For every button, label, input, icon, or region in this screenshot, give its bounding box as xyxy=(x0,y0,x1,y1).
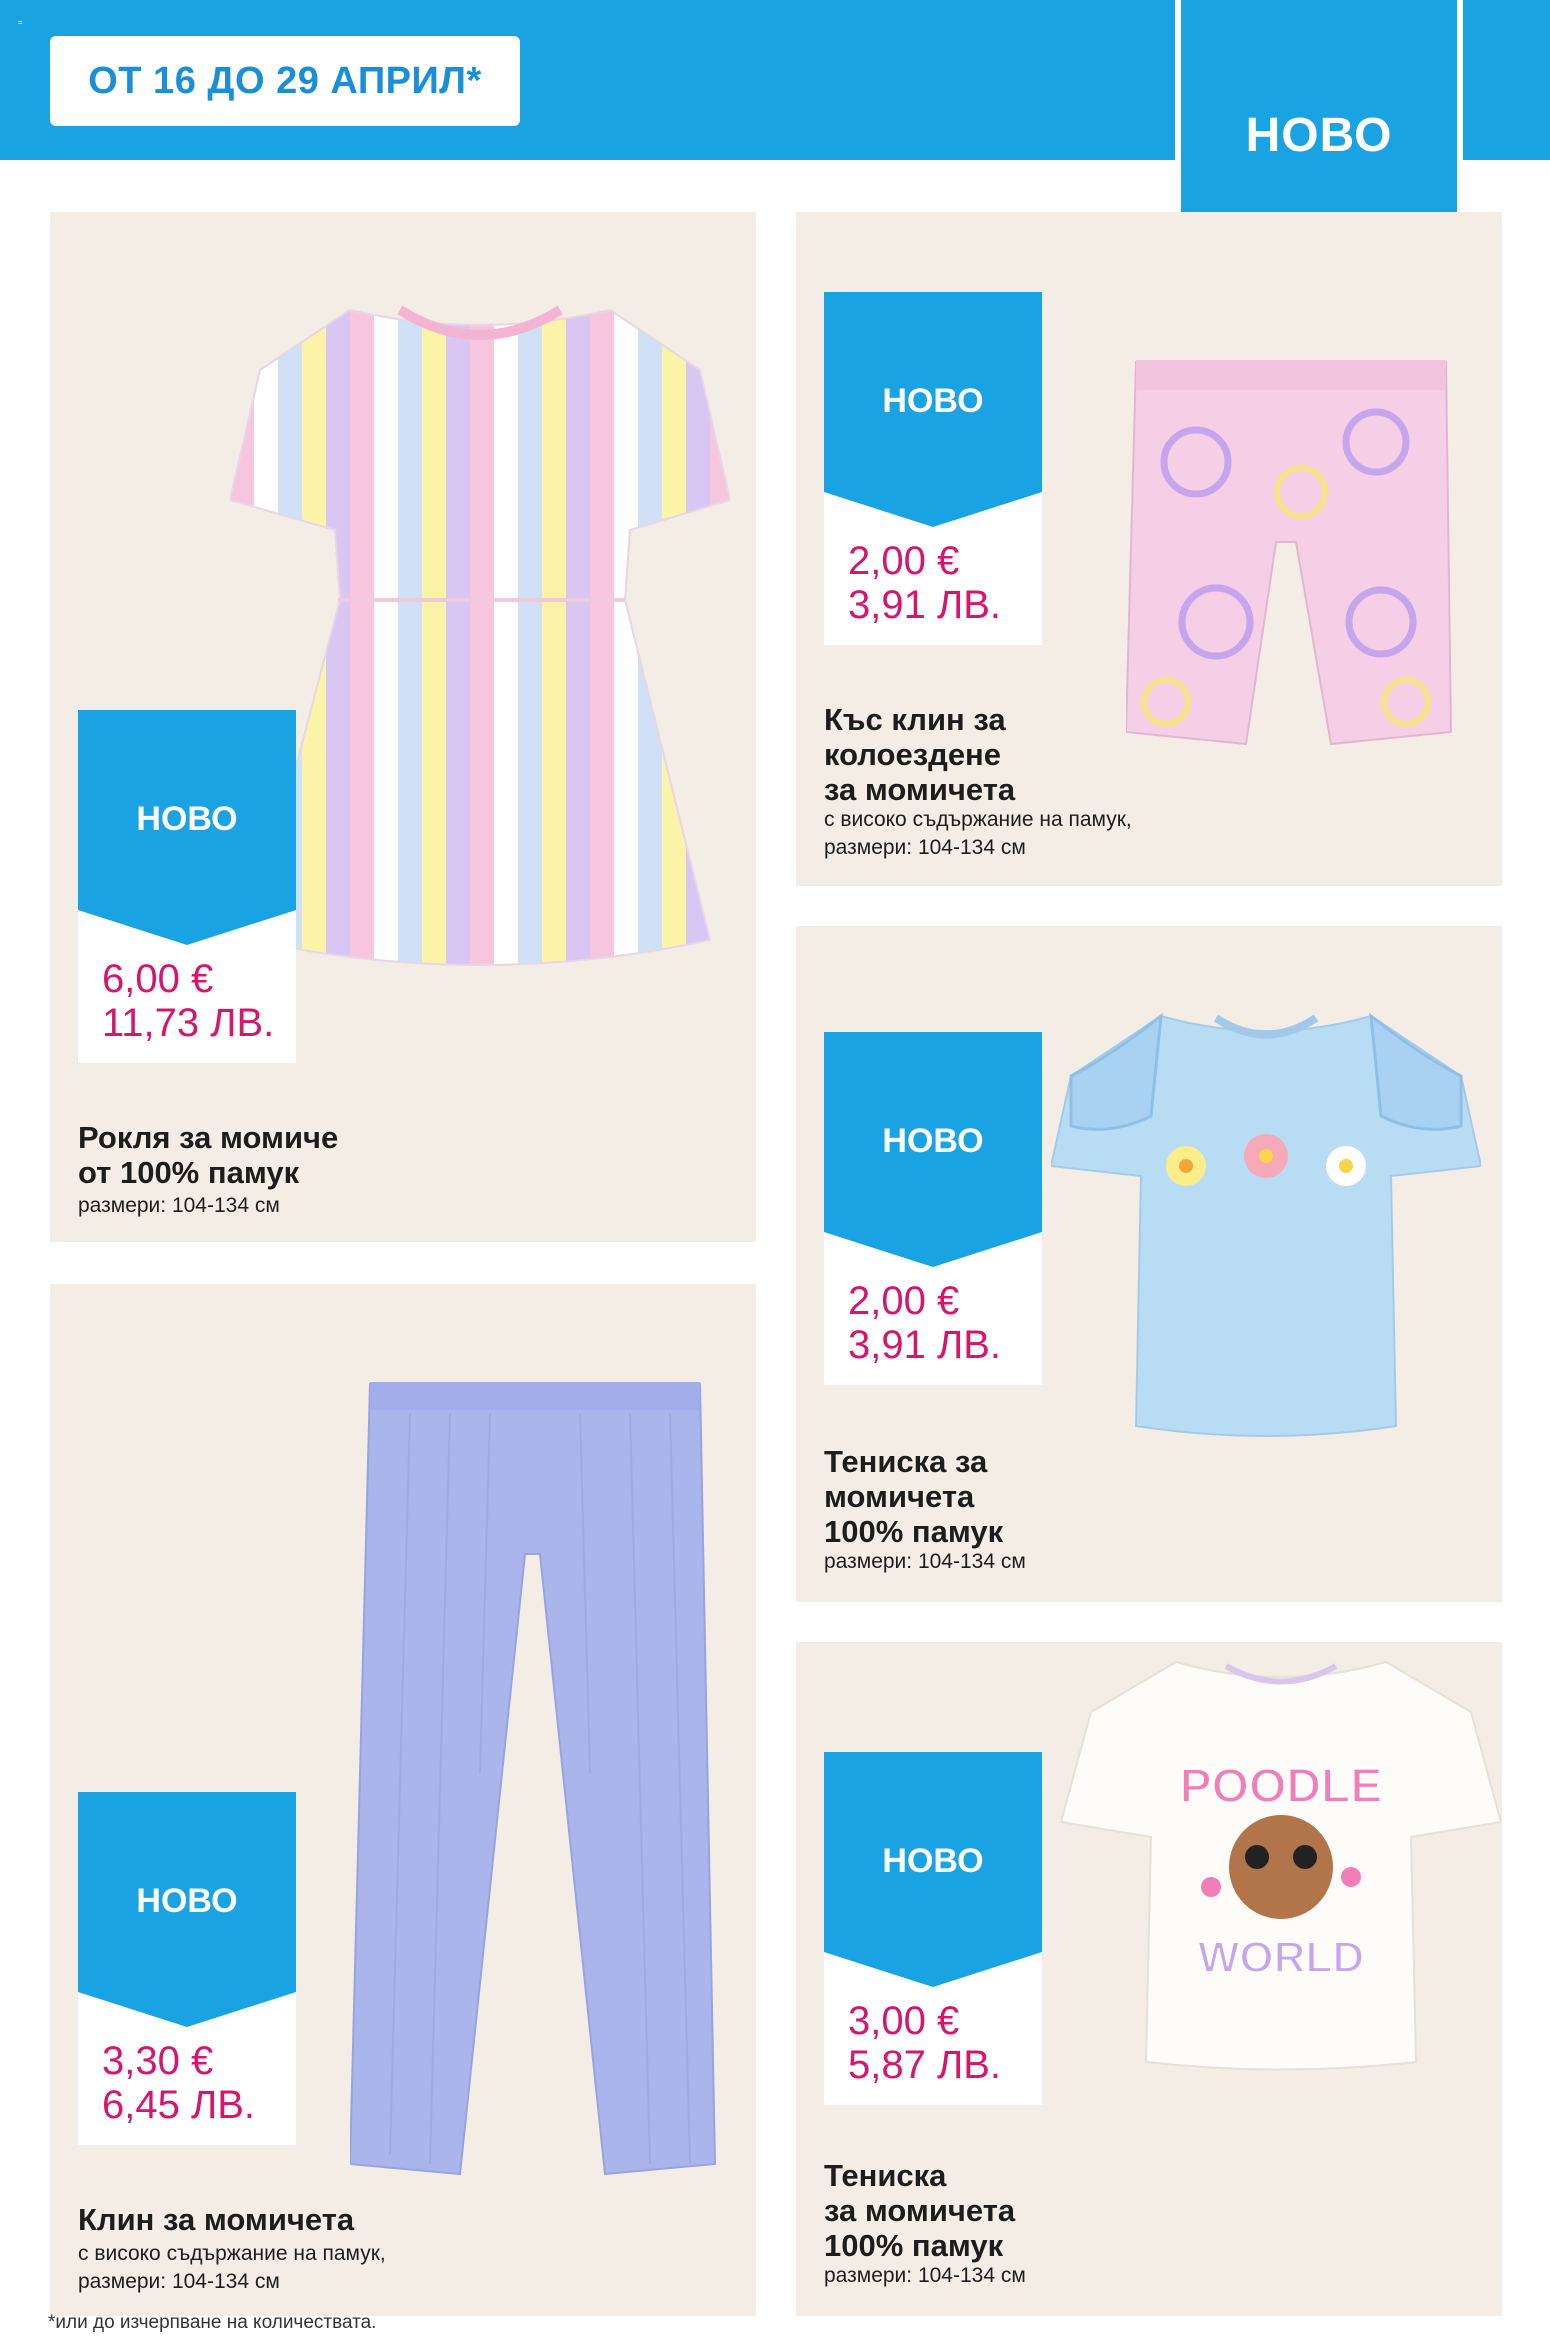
product-card-leggings[interactable] xyxy=(50,1284,756,2316)
price-eur: 2,00 € xyxy=(848,1279,960,1323)
product-name-line: Тениска xyxy=(824,2158,947,2193)
product-name-line: Клин за момичета xyxy=(78,2202,355,2237)
price-bgn: 6,45 ЛВ. xyxy=(102,2083,256,2127)
blue-tshirt-image xyxy=(1051,996,1481,1446)
product-sizes xyxy=(824,2262,1026,2290)
tshirt-print-line1: POODLE xyxy=(1179,1760,1383,1813)
price-badge xyxy=(824,1752,1042,2105)
product-sizes xyxy=(824,1548,1026,1576)
lilac-leggings-image xyxy=(350,1374,720,2184)
new-flag xyxy=(824,292,1042,527)
product-desc-line: размери: 104-134 см xyxy=(78,2270,280,2293)
product-name-line: от 100% памук xyxy=(78,1155,300,1190)
product-card-dress[interactable] xyxy=(50,212,756,1242)
price-badge xyxy=(824,1032,1042,1385)
product-desc-line: с високо съдържание на памук, xyxy=(824,808,1132,831)
new-flag-text: НОВО xyxy=(136,800,238,838)
price-eur: 6,00 € xyxy=(102,957,214,1001)
product-name-line: колоездене xyxy=(824,737,1002,772)
poodle-tshirt-image xyxy=(1061,1652,1501,2072)
product-card-blue-tshirt[interactable] xyxy=(796,926,1502,1602)
product-sizes xyxy=(78,2240,386,2296)
price-eur: 3,30 € xyxy=(102,2039,214,2083)
price-bgn: 3,91 ЛВ. xyxy=(848,1323,1002,1367)
new-badge-header-text: НОВО xyxy=(1245,108,1393,162)
new-flag xyxy=(824,1032,1042,1267)
product-name-line: момичета xyxy=(824,1479,975,1514)
product-sizes xyxy=(78,1192,280,1220)
product-name xyxy=(824,2158,1015,2263)
product-card-shorts[interactable] xyxy=(796,212,1502,886)
price-eur: 3,00 € xyxy=(848,1999,960,2043)
product-desc-line: размери: 104-134 см xyxy=(824,1550,1026,1573)
product-name-line: Къс клин за xyxy=(824,702,1006,737)
price-bgn: 5,87 ЛВ. xyxy=(848,2043,1002,2087)
product-sizes xyxy=(824,806,1132,862)
product-card-poodle-tshirt[interactable] xyxy=(796,1642,1502,2316)
price-badge xyxy=(78,1792,296,2145)
flower-shorts-image xyxy=(1126,352,1456,752)
new-flag-text: НОВО xyxy=(882,1122,984,1160)
new-flag xyxy=(78,1792,296,2027)
product-name xyxy=(824,1444,1003,1549)
product-name-line: 100% памук xyxy=(824,2228,1004,2263)
product-name-line: за момичета xyxy=(824,772,1016,807)
product-name-line: за момичета xyxy=(824,2193,1016,2228)
striped-dress-image xyxy=(230,300,730,1040)
new-flag-text: НОВО xyxy=(882,1842,984,1880)
product-desc-line: с високо съдържание на памук, xyxy=(78,2242,386,2265)
price-badge xyxy=(78,710,296,1063)
product-desc-line: размери: 104-134 см xyxy=(824,836,1026,859)
new-flag xyxy=(78,710,296,945)
product-name-line: Рокля за момиче xyxy=(78,1120,339,1155)
price-bgn: 11,73 ЛВ. xyxy=(102,1001,275,1045)
product-desc-line: размери: 104-134 см xyxy=(824,2264,1026,2287)
header-mark: = xyxy=(18,18,23,27)
price-badge xyxy=(824,292,1042,645)
product-name-line: 100% памук xyxy=(824,1514,1004,1549)
date-range-pill xyxy=(50,36,520,126)
new-flag-text: НОВО xyxy=(882,382,984,420)
tshirt-print-line2: WORLD xyxy=(1197,1933,1365,1982)
footnote: *или до изчерпване на количествата. xyxy=(48,2312,377,2333)
product-name xyxy=(824,702,1015,807)
new-flag xyxy=(824,1752,1042,1987)
price-bgn: 3,91 ЛВ. xyxy=(848,583,1002,627)
product-name xyxy=(78,2202,354,2237)
date-range-text: ОТ 16 ДО 29 АПРИЛ* xyxy=(88,59,482,102)
new-flag-text: НОВО xyxy=(136,1882,238,1920)
product-name-line: Тениска за xyxy=(824,1444,988,1479)
price-eur: 2,00 € xyxy=(848,539,960,583)
product-name xyxy=(78,1120,338,1190)
product-desc-line: размери: 104-134 см xyxy=(78,1194,280,1217)
